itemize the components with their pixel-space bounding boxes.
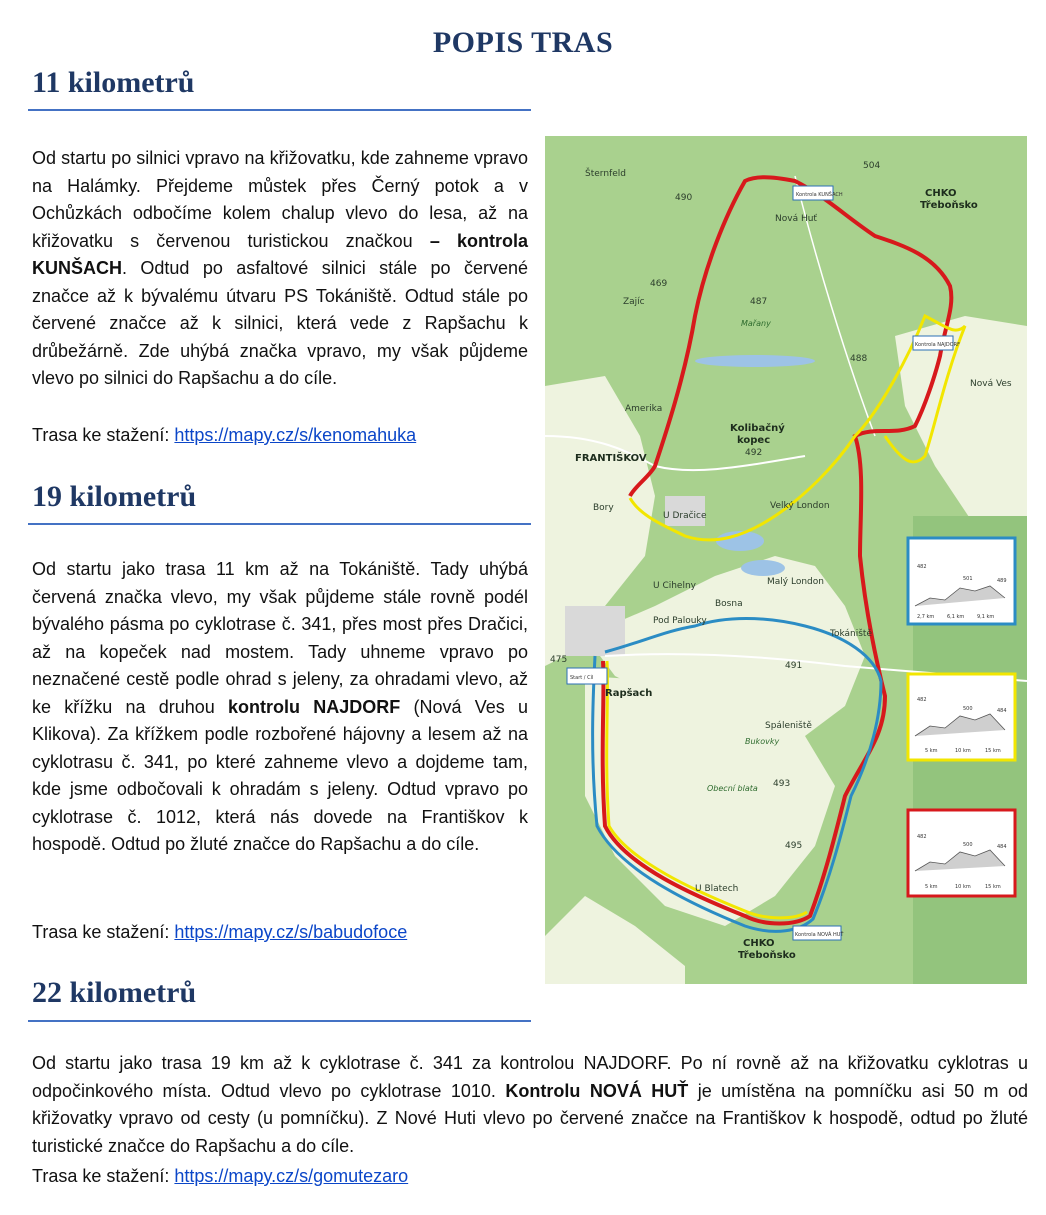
map-label: Nová Ves [970,379,1012,389]
svg-text:501: 501 [963,576,973,582]
svg-text:489: 489 [997,578,1007,584]
map-label: Nová Huť [775,214,817,224]
svg-text:10 km: 10 km [955,884,971,890]
checkpoint-marker-nova-hut [793,926,844,940]
download-link-22km[interactable]: https://mapy.cz/s/gomutezaro [174,1166,409,1186]
map-label: 495 [785,841,803,851]
map-label: 475 [550,655,568,665]
pond [741,560,785,576]
map-label: CHKO [925,188,957,199]
svg-text:5 km: 5 km [925,748,938,754]
svg-text:Start / Cíl: Start / Cíl [570,675,594,681]
map-label: Rapšach [605,688,653,699]
section-divider [28,109,531,111]
pond [695,355,815,367]
map-label: Spáleniště [765,721,812,731]
checkpoint-name: Kontrolu NOVÁ HUŤ [505,1080,689,1101]
svg-text:10 km: 10 km [955,748,971,754]
map-label: Pod Palouky [653,616,707,626]
svg-text:482: 482 [917,564,927,570]
map-label: kopec [737,435,771,446]
checkpoint-name: – kontrola KUNŠACH [32,230,528,278]
map-label: Bosna [715,599,743,609]
svg-text:Kontrola NOVÁ HUŤ: Kontrola NOVÁ HUŤ [795,932,844,938]
section-heading-11km: 11 kilometrů [32,66,195,99]
map-label: Šternfeld [585,169,626,179]
elevation-profile-yellow [908,674,1015,760]
map-label: Velký London [770,501,830,511]
svg-text:482: 482 [917,834,927,840]
map-label: CHKO [743,938,775,949]
map-label: Třeboňsko [738,950,796,961]
map-label: Třeboňsko [920,200,978,211]
route-map-canvas [545,136,1027,984]
elevation-profile-red [908,810,1015,896]
start-finish-marker [567,668,607,684]
download-line-22km: Trasa ke stažení: https://mapy.cz/s/gomutezaro [32,1166,409,1186]
map-label: Obecní blata [707,784,758,793]
map-label: Mařany [741,319,771,328]
section-text-11km: Od startu po silnici vpravo na křižovatku, kde zahneme vpravo na Halámky. Přejdeme můstek přes Černý potok a v Ochůzkách odbočíme kolem chalup vlevo do lesa, až na křižovatku s červenou turistickou značkou – kontrola KUNŠACH. Odtud po asfaltové silnici stále po červené značce až k bývalému útvaru PS Tokániště. Odtud stále po červené značce až k silnici, která vede z Rapšachu k drůbežárně. Zde uhýbá značka vpravo, my však půjdeme vlevo po silnici do Rapšachu a do cíle. [32,148,528,388]
section-text-19km: Od startu jako trasa 11 km až na Tokániště. Tady uhýbá červená značka vlevo, my však půjdeme stále rovně podél bývalého pásma po cyklotrase č. 341, přes most přes Dračici, až na kopeček nad mostem. Tady uhneme vpravo po neznačené cestě podle ohrad s jeleny, za ohradami vlevo, až ke křížku na druhou kontrolu NAJDORF (Nová Ves u Klikova). Za křížkem podle rozbořené hájovny a lesem až na cyklotrasu č. 341, po které zahneme vlevo a dojdeme tam, kde jsme odbočovali k ohradám s jeleny. Odtud vpravo po cyklotrase č. 1012, která nás dovede na Františkov k hospodě. Odtud po žluté značce do Rapšachu a do cíle. [32,559,528,854]
map-label: Bukovky [745,737,780,746]
map-label: 493 [773,779,791,789]
map-label: Kolibačný [730,423,785,434]
svg-text:5 km: 5 km [925,884,938,890]
svg-text:15 km: 15 km [985,884,1001,890]
section-divider [28,1020,531,1022]
map-label: 469 [650,279,668,289]
svg-text:15 km: 15 km [985,748,1001,754]
map-label: 490 [675,193,693,203]
checkpoint-name: kontrolu NAJDORF [228,696,401,717]
svg-text:9,1 km: 9,1 km [977,614,995,620]
svg-text:484: 484 [997,708,1007,714]
map-label: Malý London [767,577,824,587]
map-label: U Dračice [663,511,707,521]
page-title: POPIS TRAS [432,26,614,59]
map-label: Tokániště [830,629,873,639]
svg-text:500: 500 [963,842,973,848]
map-label: 488 [850,354,868,364]
svg-text:482: 482 [917,697,927,703]
map-label: U Cihelny [653,581,697,591]
download-link-19km[interactable]: https://mapy.cz/s/babudofoce [174,922,408,942]
download-line-19km: Trasa ke stažení: https://mapy.cz/s/babudofoce [32,922,408,942]
svg-text:2,7 km: 2,7 km [917,614,935,620]
checkpoint-marker-najdorf [913,336,960,350]
elevation-profile-blue [908,538,1015,624]
section-heading-22km: 22 kilometrů [32,976,197,1009]
download-link-11km[interactable]: https://mapy.cz/s/kenomahuka [174,425,417,445]
section-text-22km: Od startu jako trasa 19 km až k cyklotrase č. 341 za kontrolou NAJDORF. Po ní rovně až na křižovatku cyklotras u odpočinkového místa. Odtud vlevo po cyklotrase 1010. Kontrolu NOVÁ HUŤ je umístěna na pomníčku asi 50 m od křižovatky vpravo od cesty (u pomníčku). Z Nové Huti vlevo po červené značce na Františkov k hospodě, odtud po žluté turistické značce do Rapšachu a do cíle. [32,1053,1028,1156]
map-label: 492 [745,448,763,458]
svg-text:Kontrola KUNŠACH: Kontrola KUNŠACH [796,192,843,198]
map-label: 504 [863,161,881,171]
svg-text:484: 484 [997,844,1007,850]
map-label: 491 [785,661,803,671]
map-label: FRANTIŠKOV [575,453,647,464]
map-label: Bory [593,503,614,513]
map-label: U Blatech [695,884,739,894]
map-label: Amerika [625,404,663,414]
download-line-11km: Trasa ke stažení: https://mapy.cz/s/kenomahuka [32,425,417,445]
section-heading-19km: 19 kilometrů [32,480,197,513]
map-label: 487 [750,297,768,307]
route-map [545,136,1027,984]
svg-text:Kontrola NAJDORF: Kontrola NAJDORF [915,342,961,348]
map-label: Zajíc [623,297,645,307]
svg-text:6,1 km: 6,1 km [947,614,965,620]
svg-text:500: 500 [963,706,973,712]
section-divider [28,523,531,525]
